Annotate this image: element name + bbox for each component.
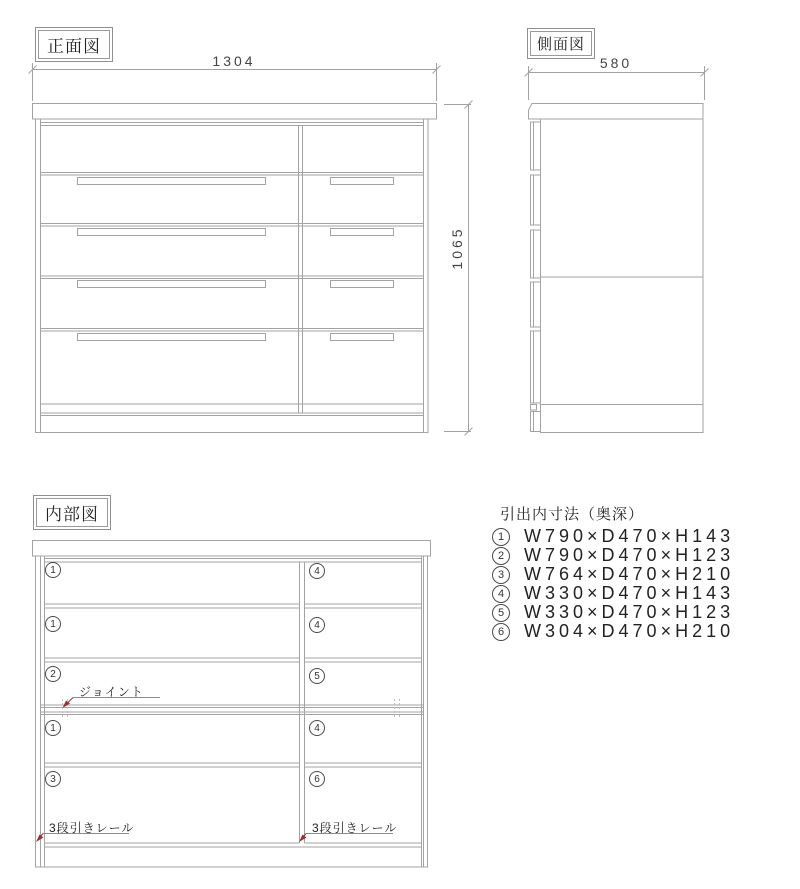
compartment-label: 1	[45, 616, 61, 632]
spec-item-number: 2	[492, 547, 510, 565]
compartment-label: 1	[45, 720, 61, 736]
compartment-label: 1	[45, 562, 61, 578]
compartment-label: 3	[45, 771, 61, 787]
front-view-label-text: 正面図	[38, 30, 110, 59]
drawer-spec-title: 引出内寸法（奥深）	[500, 506, 645, 523]
side-depth-dimension: 580	[599, 55, 633, 71]
compartment-label: 4	[309, 720, 325, 736]
spec-item-dims: W304×D470×H210	[524, 621, 735, 641]
spec-item-number: 3	[492, 566, 510, 584]
internal-view-label-text: 内部図	[36, 498, 108, 527]
compartment-label: 4	[309, 617, 325, 633]
spec-item	[492, 603, 734, 622]
compartment-label: 4	[309, 563, 325, 579]
side-view-label	[527, 28, 595, 59]
side-view-label-text: 側面図	[530, 31, 592, 56]
front-view-label	[35, 27, 113, 62]
spec-item-dims: W764×D470×H210	[524, 564, 735, 584]
spec-item-dims: W330×D470×H143	[524, 583, 735, 603]
spec-item	[492, 546, 734, 565]
spec-item-number: 1	[492, 528, 510, 546]
rail-annotation-left: 3段引きレール	[49, 821, 135, 835]
spec-item	[492, 584, 734, 603]
spec-list	[492, 527, 734, 641]
spec-item-dims: W330×D470×H123	[524, 602, 735, 622]
internal-view-label	[33, 495, 111, 530]
front-width-dimension: 1304	[212, 53, 256, 69]
joint-annotation: ジョイント	[79, 685, 144, 699]
spec-item	[492, 527, 734, 546]
spec-item-dims: W790×D470×H123	[524, 545, 735, 565]
front-view-drawing	[33, 104, 437, 433]
spec-item-number: 6	[492, 623, 510, 641]
compartment-label: 2	[45, 666, 61, 682]
rail-annotation-right: 3段引きレール	[312, 821, 398, 835]
side-depth-dimension-lines	[525, 66, 709, 100]
spec-item	[492, 622, 734, 641]
spec-item	[492, 565, 734, 584]
side-view-drawing	[529, 104, 704, 433]
spec-item-number: 5	[492, 604, 510, 622]
front-height-dimension: 1065	[449, 226, 465, 270]
compartment-label: 5	[309, 668, 325, 684]
spec-item-number: 4	[492, 585, 510, 603]
spec-item-dims: W790×D470×H143	[524, 526, 735, 546]
compartment-label: 6	[309, 771, 325, 787]
